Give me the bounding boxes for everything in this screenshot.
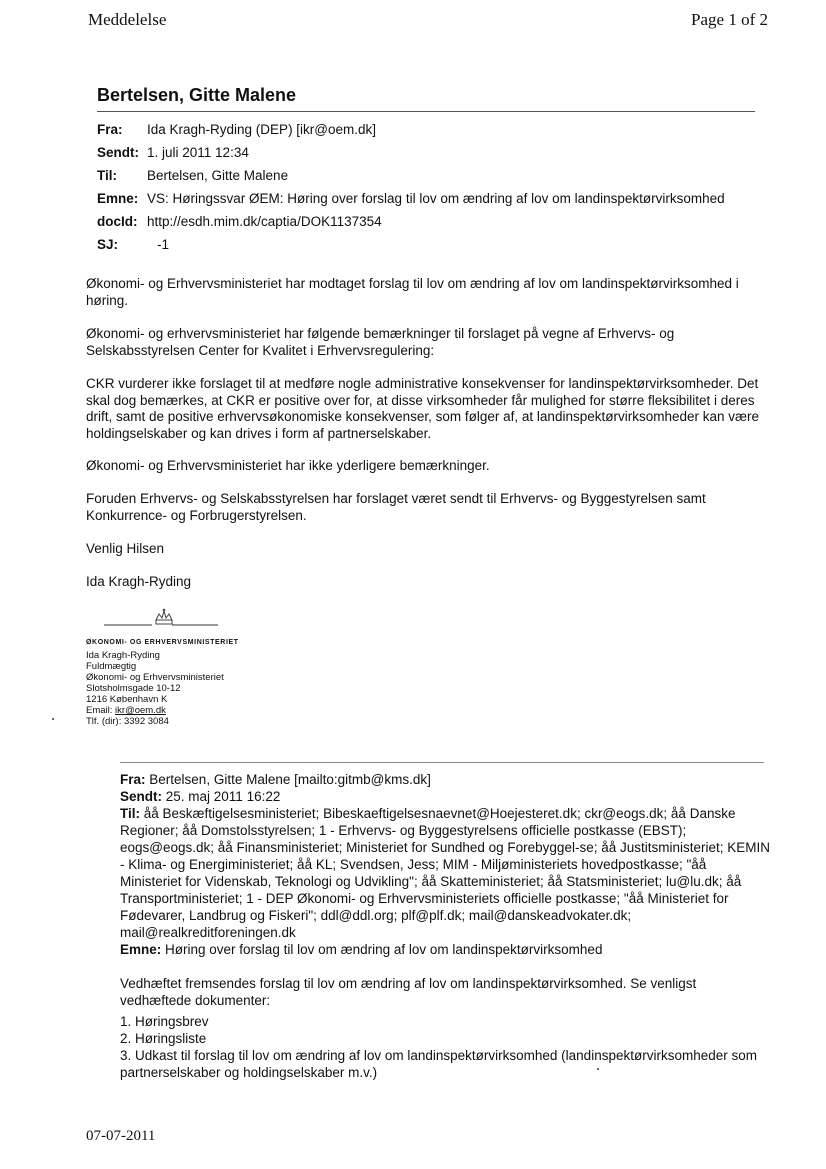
signature-line: Slotsholmsgade 10-12 (86, 683, 181, 694)
crown-icon (86, 606, 256, 640)
meta-row-sent (97, 144, 725, 167)
attachment-item: 1. Høringsbrev (120, 1014, 209, 1029)
fwd-to (120, 805, 770, 941)
meta-value: http://esdh.mim.dk/captia/DOK1137354 (147, 214, 382, 229)
meta-value: Ida Kragh-Ryding (DEP) [ikr@oem.dk] (147, 122, 377, 137)
signature-line: Ida Kragh-Ryding (86, 650, 160, 661)
fwd-from-label: Fra: (120, 772, 146, 787)
fwd-intro: Vedhæftet fremsendes forslag til lov om ændring af lov om landinspektørvirksomhed. Se venligst vedhæftede dokumenter: (120, 976, 697, 1008)
fwd-sent (120, 788, 770, 805)
email-meta (97, 121, 725, 259)
body-paragraph-4: Økonomi- og Erhvervsministeriet har ikke yderligere bemærkninger. (86, 458, 490, 473)
meta-key: Sendt: (97, 145, 139, 160)
ministry-logo-text: ØKONOMI- OG ERHVERVSMINISTERIET (86, 639, 239, 646)
signature-line: Fuldmægtig (86, 661, 137, 672)
body-paragraph-5: Foruden Erhvervs- og Selskabsstyrelsen har forslaget været sendt til Erhvervs- og Byggestyrelsen samt Konkurrence- og Forbrugerstyrelsen. (86, 491, 706, 523)
footer-date: 07-07-2011 (86, 1128, 156, 1144)
meta-row-from (97, 121, 725, 144)
signature-line: 1216 København K (86, 694, 168, 705)
meta-row-docid (97, 213, 725, 236)
meta-row-subject (97, 190, 725, 213)
meta-value: Bertelsen, Gitte Malene (147, 168, 289, 183)
ministry-logo (86, 606, 256, 646)
fwd-to-value: åå Beskæftigelsesministeriet; Bibeskaeftigelsesnaevnet@Hoejesteret.dk; ckr@eogs.dk; åå Danske Regioner; åå Domstolsstyrelsen; 1 - Erhvervs- og Byggestyrelsens officielle postkasse (EBST); eogs@eogs.dk; åå Finansministeriet; Ministeriet for Sundhed og Forebyggel-se; åå Justitsministeriet; KEMIN - Klima- og Energiministeriet; åå KL; Svendsen, Jess; MIM - Miljøministeriets hovedpostkasse; "åå Ministeriet for Videnskab, Teknologi og Udvikling"; åå Skatteministeriet; åå Statsministeriet; lu@lu.dk; åå Transportministeriet; 1 - DEP Økonomi- og Erhvervsministeriets officielle postkasse; "åå Ministeriet for Fødevarer, Landbrug og Fiskeri"; ddl@ddl.org; plf@plf.dk; mail@danskeadvokater.dk; mail@realkreditforeningen.dk (120, 806, 770, 940)
title-divider (97, 111, 755, 112)
meta-key: Fra: (97, 122, 123, 137)
forward-divider (120, 762, 764, 763)
forwarded-body (120, 975, 770, 1081)
sender-name: Ida Kragh-Ryding (86, 574, 192, 589)
meta-row-to (97, 167, 725, 190)
body-paragraph-1: Økonomi- og Erhvervsministeriet har modtaget forslag til lov om ændring af lov om landinspektørvirksomhed i høring. (86, 276, 739, 308)
fwd-from-value: Bertelsen, Gitte Malene [mailto:gitmb@kms.dk] (149, 772, 431, 787)
page-title: Bertelsen, Gitte Malene (97, 85, 297, 105)
meta-key: Emne: (97, 191, 139, 206)
email-link[interactable]: ikr@oem.dk (115, 705, 166, 716)
fwd-sent-label: Sendt: (120, 789, 162, 804)
attachment-item: 3. Udkast til forslag til lov om ændring af lov om landinspektørvirksomhed (landinspektørvirksomheder som partnerselskaber og holdingselskaber m.v.) (120, 1048, 757, 1080)
scan-speck (597, 1068, 599, 1070)
signature-email-line (86, 705, 224, 716)
fwd-subject-value: Høring over forslag til lov om ændring af lov om landinspektørvirksomhed (165, 942, 603, 957)
meta-value: 1. juli 2011 12:34 (147, 145, 249, 160)
header-right: Page 1 of 2 (691, 10, 768, 29)
body-paragraph-2: Økonomi- og erhvervsministeriet har følgende bemærkninger til forslaget på vegne af Erhvervs- og Selskabsstyrelsen Center for Kvalitet i Erhvervsregulering: (86, 326, 675, 358)
meta-key: docId: (97, 214, 138, 229)
fwd-subject (120, 941, 770, 958)
closing-greeting: Venlig Hilsen (86, 541, 165, 556)
meta-value: -1 (157, 237, 170, 252)
signature-line: Økonomi- og Erhvervsministeriet (86, 672, 224, 683)
header-left: Meddelelse (88, 10, 167, 29)
body-paragraph-3: CKR vurderer ikke forslaget til at medføre nogle administrative konsekvenser for landinspektørvirksomheder. Det skal dog bemærkes, at CKR er positive over for, at disse virksomheder får mulighed for større fleksibilitet i deres drift, samt de positive erhvervsøkonomiske konsekvenser, som følger af, at landinspektørvirksomheder kan være holdingselskaber og kan drives i form af partnerselskaber. (86, 376, 760, 441)
fwd-to-label: Til: (120, 806, 140, 821)
meta-value: VS: Høringssvar ØEM: Høring over forslag til lov om ændring af lov om landinspektørvirksomhed (147, 191, 725, 206)
fwd-from (120, 771, 770, 788)
meta-key: SJ: (97, 237, 119, 252)
signature-phone: Tlf. (dir): 3392 3084 (86, 716, 169, 727)
scan-speck (52, 718, 54, 720)
forwarded-header (120, 771, 770, 958)
fwd-sent-value: 25. maj 2011 16:22 (165, 789, 281, 804)
signature-block (86, 650, 224, 727)
meta-key: Til: (97, 168, 117, 183)
email-label: Email: (86, 705, 116, 716)
meta-row-sj (97, 236, 725, 259)
fwd-subject-label: Emne: (120, 942, 162, 957)
attachment-item: 2. Høringsliste (120, 1031, 207, 1046)
